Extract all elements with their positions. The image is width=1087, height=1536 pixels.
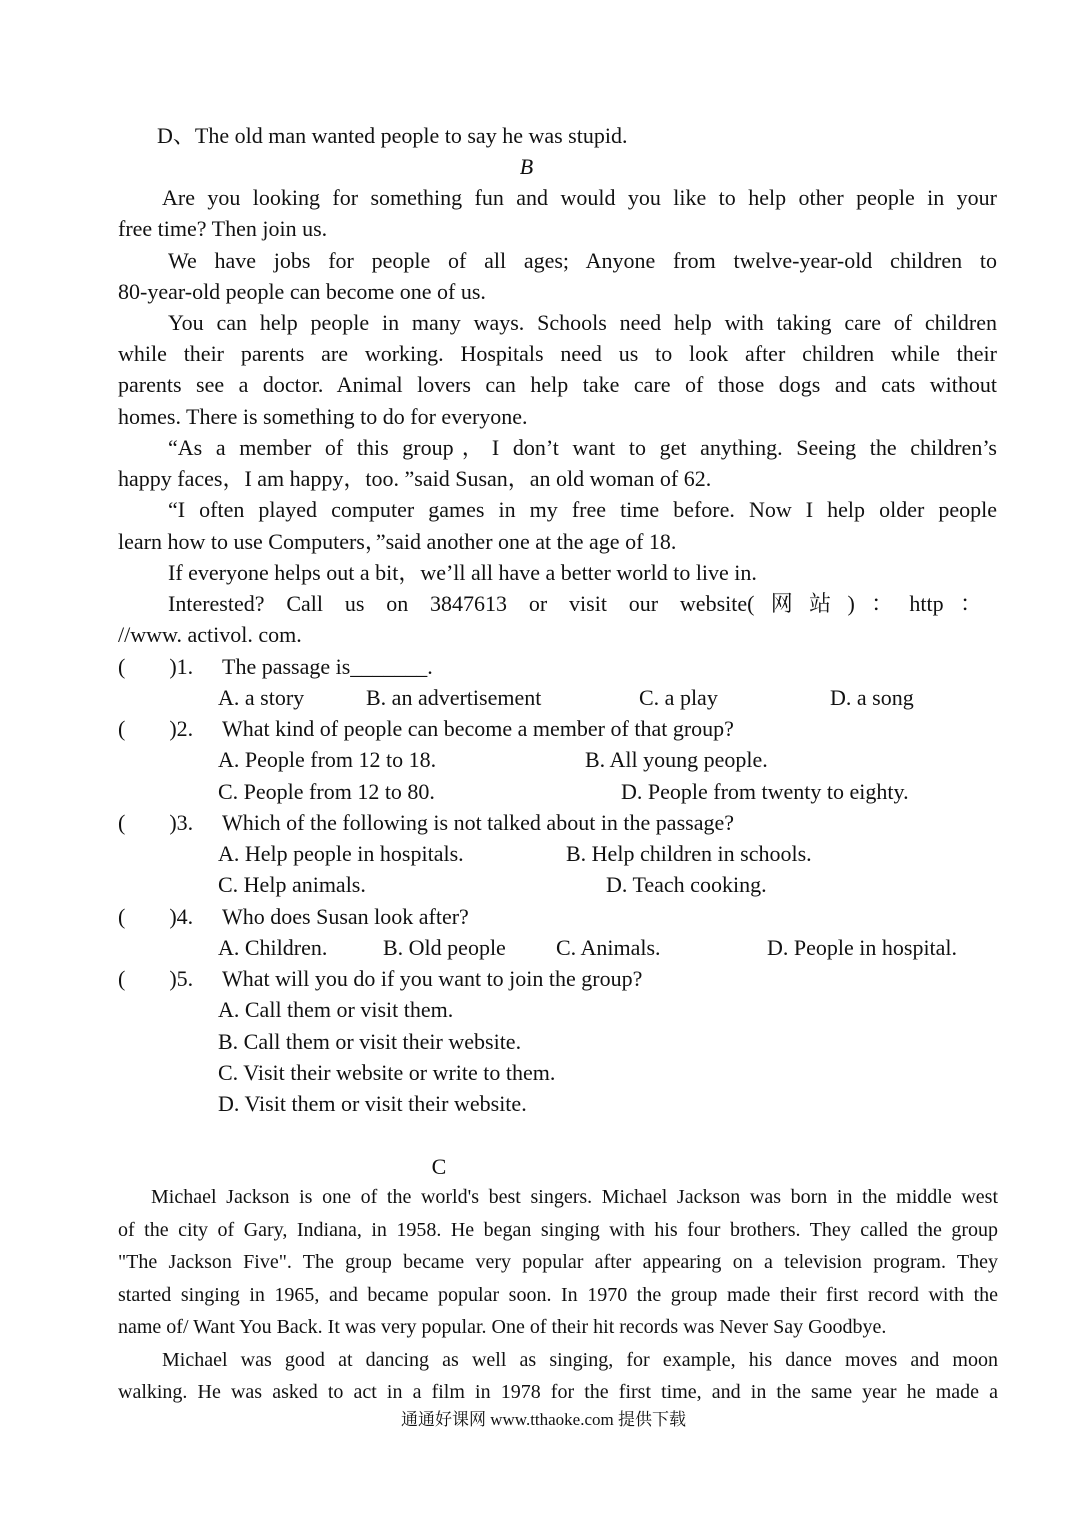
q3-option-b: B. Help children in schools. xyxy=(566,841,812,866)
q3-option-a: A. Help people in hospitals. xyxy=(218,841,464,866)
b-para5-line2: learn how to use Computers，”said another one at the age of 18. xyxy=(118,529,677,554)
q5-option-c: C. Visit their website or write to them. xyxy=(218,1060,556,1085)
b-para7-line1: Interested? Call us on 3847613 or visit our website(网站)：http： xyxy=(168,591,982,616)
b-para3-line1: You can help people in many ways. Schools need help with taking care of children xyxy=(168,310,997,335)
b-para3-line3: parents see a doctor. Animal lovers can help take care of those dogs and cats without xyxy=(118,372,997,397)
q5-option-b: B. Call them or visit their website. xyxy=(218,1029,522,1054)
q5-option-a: A. Call them or visit them. xyxy=(218,997,454,1022)
question-5 xyxy=(118,963,642,994)
question-4 xyxy=(118,901,469,932)
q4-option-c: C. Animals. xyxy=(556,935,661,960)
q3-option-d: D. Teach cooking. xyxy=(606,872,767,897)
previous-option-d: D、The old man wanted people to say he was stupid. xyxy=(157,123,628,148)
question-stem: Which of the following is not talked about in the passage? xyxy=(222,810,734,835)
c-line3: "The Jackson Five". The group became very popular after appearing on a television program. They xyxy=(118,1251,998,1273)
answer-blank[interactable]: ( )5. xyxy=(118,966,194,991)
question-stem: The passage is_______. xyxy=(222,654,433,679)
section-c-heading: C xyxy=(431,1154,447,1179)
q2-option-a: A. People from 12 to 18. xyxy=(218,747,437,772)
q1-option-d: D. a song xyxy=(830,685,914,710)
q2-option-d: D. People from twenty to eighty. xyxy=(621,779,909,804)
answer-blank[interactable]: ( )1. xyxy=(118,654,194,679)
c-line5: name of/ Want You Back. It was very popular. One of their hit records was Never Say Goodbye. xyxy=(118,1316,887,1338)
b-para2-line1: We have jobs for people of all ages; Anyone from twelve-year-old children to xyxy=(168,248,997,273)
question-1 xyxy=(118,651,433,682)
q2-option-c: C. People from 12 to 80. xyxy=(218,779,435,804)
q1-option-a: A. a story xyxy=(218,685,305,710)
q1-option-b: B. an advertisement xyxy=(366,685,542,710)
c-line7: walking. He was asked to act in a film in 1978 for the first time, and in the same year he made a xyxy=(118,1381,998,1403)
b-para6: If everyone helps out a bit，we’ll all have a better world to live in. xyxy=(168,560,757,585)
q3-option-c: C. Help animals. xyxy=(218,872,366,897)
section-b-heading: B xyxy=(519,154,534,179)
b-para5-line1: “I often played computer games in my free time before. Now I help older people xyxy=(168,497,997,522)
c-line1: Michael Jackson is one of the world's best singers. Michael Jackson was born in the middle west xyxy=(151,1186,998,1208)
c-line4: started singing in 1965, and became popular soon. In 1970 the group made their first record with the xyxy=(118,1284,998,1306)
q4-option-d: D. People in hospital. xyxy=(767,935,958,960)
answer-blank[interactable]: ( )4. xyxy=(118,904,194,929)
b-para4-line2: happy faces，I am happy，too. ”said Susan，an old woman of 62. xyxy=(118,466,712,491)
answer-blank[interactable]: ( )2. xyxy=(118,716,194,741)
q2-option-b: B. All young people. xyxy=(585,747,768,772)
page-footer: 通通好课网 www.tthaoke.com 提供下载 xyxy=(400,1410,687,1429)
c-line6: Michael was good at dancing as well as singing, for example, his dance moves and moon xyxy=(162,1349,998,1371)
b-para1-line1: Are you looking for something fun and would you like to help other people in your xyxy=(162,185,997,210)
b-para3-line4: homes. There is something to do for everyone. xyxy=(118,404,528,429)
b-para4-line1: “As a member of this group，I don’t want to get anything. Seeing the children’s xyxy=(168,435,997,460)
question-3 xyxy=(118,807,734,838)
answer-blank[interactable]: ( )3. xyxy=(118,810,194,835)
q1-option-c: C. a play xyxy=(639,685,718,710)
question-stem: Who does Susan look after? xyxy=(222,904,469,929)
b-para7-line2: //www. activol. com. xyxy=(118,622,302,647)
question-2 xyxy=(118,713,734,744)
q4-option-b: B. Old people xyxy=(383,935,506,960)
question-stem: What kind of people can become a member of that group? xyxy=(222,716,734,741)
question-stem: What will you do if you want to join the group? xyxy=(222,966,643,991)
b-para1-line2: free time? Then join us. xyxy=(118,216,328,241)
c-line2: of the city of Gary, Indiana, in 1958. He began singing with his four brothers. They called the group xyxy=(118,1219,998,1241)
q5-option-d: D. Visit them or visit their website. xyxy=(218,1091,527,1116)
b-para3-line2: while their parents are working. Hospitals need us to look after children while their xyxy=(118,341,997,366)
q4-option-a: A. Children. xyxy=(218,935,328,960)
b-para2-line2: 80-year-old people can become one of us. xyxy=(118,279,486,304)
